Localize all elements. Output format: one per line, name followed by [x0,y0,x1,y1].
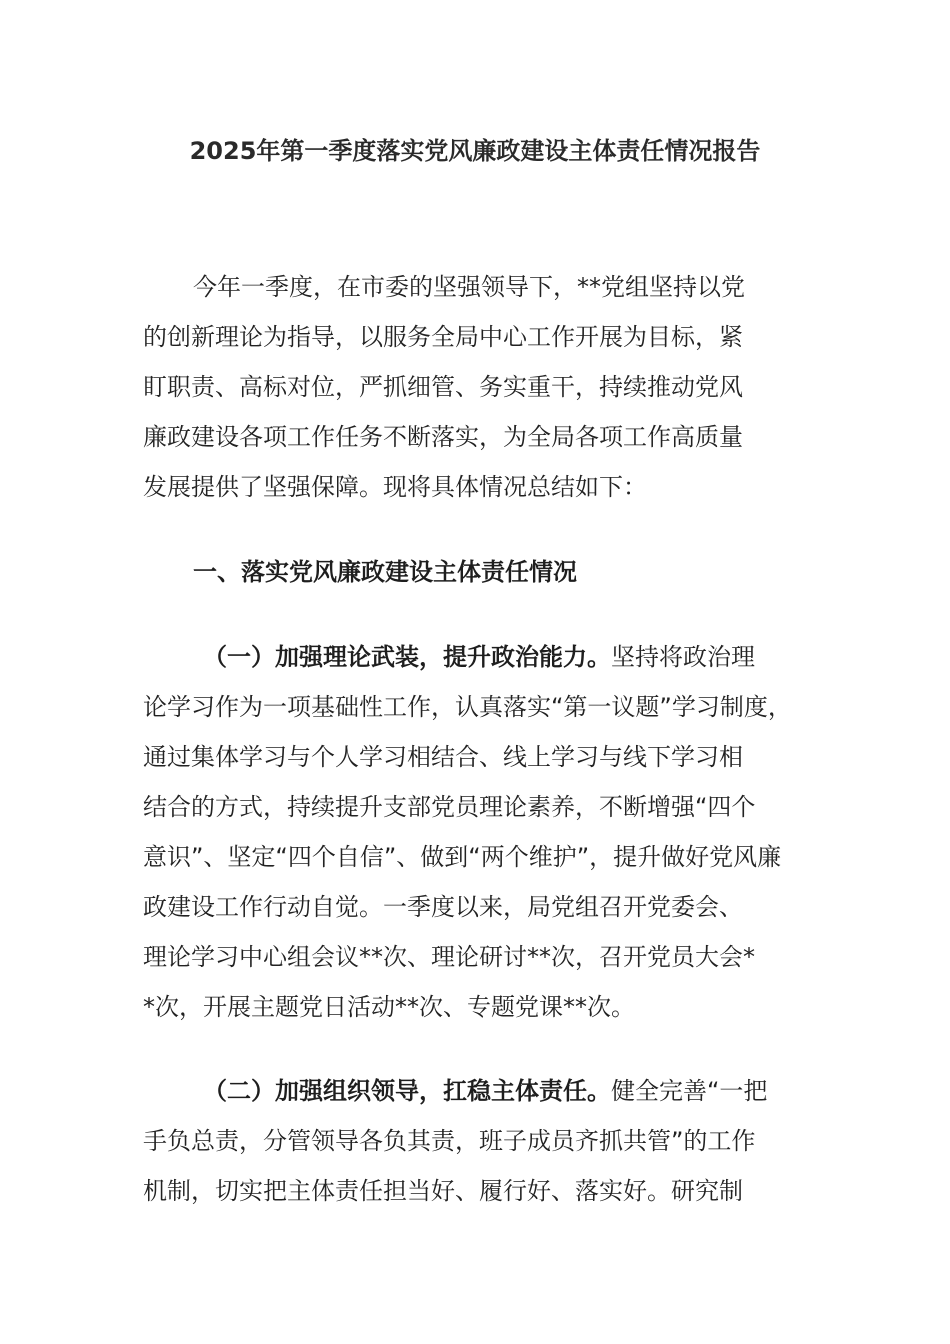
paragraph-line: 结合的方式，持续提升支部党员理论素养，不断增强“四个 [143,793,756,821]
paragraph-line: 意识”、坚定“四个自信”、做到“两个维护”，提升做好党风廉 [143,843,782,871]
paragraph-line: 通过集体学习与个人学习相结合、线上学习与线下学习相 [143,743,743,771]
paragraph-line: 政建设工作行动自觉。一季度以来，局党组召开党委会、 [143,893,743,921]
paragraph-line: 理论学习中心组会议**次、理论研讨**次，召开党员大会* [143,943,755,971]
paragraph-line: *次，开展主题党日活动**次、专题党课**次。 [143,993,635,1021]
document-title: 2025年第一季度落实党风廉政建设主体责任情况报告 [189,137,761,165]
paragraph-line: 机制，切实把主体责任担当好、履行好、落实好。研究制 [143,1177,743,1205]
subsection-2-paragraph [143,1066,833,1216]
subsection-1-lead: （一）加强理论武装，提升政治能力。 [203,643,611,671]
subsection-2-first-text: 健全完善“一把 [611,1077,768,1105]
paragraph-line: 盯职责、高标对位，严抓细管、务实重干，持续推动党风 [143,373,743,401]
paragraph-line: 发展提供了坚强保障。现将具体情况总结如下： [143,473,647,501]
subsection-1-paragraph [143,632,833,1032]
paragraph-line: 廉政建设各项工作任务不断落实，为全局各项工作高质量 [143,423,743,451]
paragraph-line: 的创新理论为指导，以服务全局中心工作开展为目标，紧 [143,323,743,351]
paragraph-line: 手负总责，分管领导各负其责，班子成员齐抓共管”的工作 [143,1127,756,1155]
section-heading-1 [143,547,833,597]
subsection-2-lead: （二）加强组织领导，扛稳主体责任。 [203,1077,611,1105]
paragraph-line [143,1066,833,1116]
section-heading-text: 一、落实党风廉政建设主体责任情况 [193,558,577,586]
subsection-1-first-text: 坚持将政治理 [611,643,755,671]
paragraph-line: 论学习作为一项基础性工作，认真落实“第一议题”学习制度， [143,693,792,721]
paragraph-line [143,632,833,682]
intro-paragraph [143,262,833,512]
paragraph-line: 今年一季度，在市委的坚强领导下，**党组坚持以党 [193,273,745,301]
